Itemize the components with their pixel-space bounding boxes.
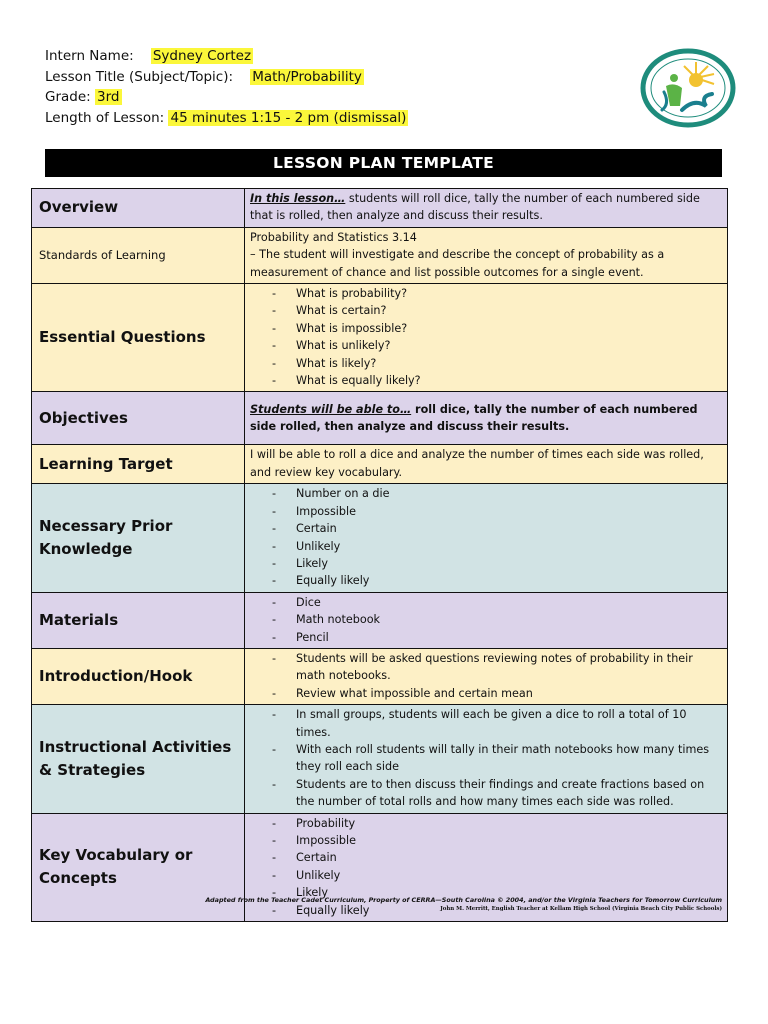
intern-name-row <box>45 46 408 67</box>
list-item: - What is equally likely? <box>250 372 722 389</box>
list-item: - Review what impossible and certain mean <box>250 685 722 702</box>
essential-questions-content <box>245 284 728 392</box>
prior-knowledge-label: Necessary Prior Knowledge <box>32 484 245 592</box>
essential-questions-row <box>32 284 728 392</box>
key-vocabulary-label: Key Vocabulary or Concepts <box>32 813 245 921</box>
lesson-plan-title-banner: LESSON PLAN TEMPLATE <box>45 149 722 177</box>
learning-target-row <box>32 445 728 484</box>
objectives-label: Objectives <box>32 392 245 445</box>
lesson-length-label: Length of Lesson: <box>45 109 165 126</box>
list-item: - Math notebook <box>250 611 722 628</box>
overview-row <box>32 189 728 228</box>
objectives-text: roll dice, tally the number of each numbered side rolled, then analyze and discuss their results. <box>250 402 698 433</box>
objectives-row <box>32 392 728 445</box>
standards-row <box>32 227 728 283</box>
list-item: - What is certain? <box>250 302 722 319</box>
essential-questions-label: Essential Questions <box>32 284 245 392</box>
materials-list <box>250 594 722 646</box>
list-item: - Unlikely <box>250 867 722 884</box>
instructional-activities-content <box>245 705 728 813</box>
list-item: - What is unlikely? <box>250 337 722 354</box>
lesson-plan-table <box>31 188 728 922</box>
overview-content <box>245 189 728 228</box>
list-item: - Equally likely <box>250 572 722 589</box>
lesson-length-value: 45 minutes 1:15 - 2 pm (dismissal) <box>170 109 407 126</box>
standards-line-2: – The student will investigate and describe the concept of probability as a measurement of chance and list possible outcomes for a single event. <box>250 248 665 279</box>
list-item: - Certain <box>250 849 722 866</box>
introduction-hook-content <box>245 648 728 704</box>
list-item: - Likely <box>250 555 722 572</box>
overview-text: students will roll dice, tally the number of each numbered side that is rolled, then analyze and discuss their results. <box>250 192 700 223</box>
objectives-lead: Students will be able to… <box>250 402 412 416</box>
footer-author: John M. Merritt, English Teacher at Kellam High School (Virginia Beach City Public Schools) <box>440 906 722 912</box>
prior-knowledge-list <box>250 485 722 589</box>
list-item: - Probability <box>250 815 722 832</box>
footer-attribution: Adapted from the Teacher Cadet Curriculum, Property of CERRA—South Carolina © 2004, and/or the Virginia Teachers for Tomorrow Curriculum <box>205 896 722 904</box>
list-item: - Certain <box>250 520 722 537</box>
standards-label: Standards of Learning <box>32 227 245 283</box>
grade-row <box>45 87 408 108</box>
list-item: - Impossible <box>250 503 722 520</box>
list-item: - What is likely? <box>250 355 722 372</box>
lesson-title-value: Math/Probability <box>252 68 362 85</box>
list-item: - Students will be asked questions reviewing notes of probability in their math notebooks. <box>250 650 722 685</box>
materials-row <box>32 592 728 648</box>
list-item: - Pencil <box>250 629 722 646</box>
prior-knowledge-row <box>32 484 728 592</box>
instructional-activities-row <box>32 705 728 813</box>
materials-content <box>245 592 728 648</box>
lesson-title-row <box>45 67 408 88</box>
list-item: - Likely <box>250 884 722 901</box>
grade-label: Grade: <box>45 89 91 105</box>
list-item: - Impossible <box>250 832 722 849</box>
learning-target-label: Learning Target <box>32 445 245 484</box>
objectives-content <box>245 392 728 445</box>
prior-knowledge-content <box>245 484 728 592</box>
list-item: - Dice <box>250 594 722 611</box>
materials-label: Materials <box>32 592 245 648</box>
intern-name-value: Sydney Cortez <box>152 48 252 64</box>
list-item: - What is probability? <box>250 285 722 302</box>
standards-line-1: Probability and Statistics 3.14 <box>250 230 417 244</box>
list-item: - Number on a die <box>250 485 722 502</box>
intern-info <box>45 46 408 128</box>
list-item: - Students are to then discuss their findings and create fractions based on the number of total rolls and how many times each side was rolled. <box>250 776 722 811</box>
lesson-title-label: Lesson Title (Subject/Topic): <box>45 68 234 85</box>
introduction-hook-list <box>250 650 722 702</box>
instructional-activities-label: Instructional Activities & Strategies <box>32 705 245 813</box>
essential-questions-list <box>250 285 722 389</box>
list-item: - Equally likely <box>250 902 722 919</box>
standards-content <box>245 227 728 283</box>
list-item: - With each roll students will tally in their math notebooks how many times they roll each side <box>250 741 722 776</box>
intern-name-label: Intern Name: <box>45 48 134 64</box>
list-item: - What is impossible? <box>250 320 722 337</box>
overview-lead: In this lesson… <box>250 192 346 205</box>
lesson-length-row <box>45 108 408 129</box>
grade-value: 3rd <box>97 89 120 105</box>
introduction-hook-label: Introduction/Hook <box>32 648 245 704</box>
teachers-for-tomorrow-logo <box>640 48 736 128</box>
overview-label: Overview <box>32 189 245 228</box>
introduction-hook-row <box>32 648 728 704</box>
learning-target-content: I will be able to roll a dice and analyze the number of times each side was rolled, and review key vocabulary. <box>245 445 728 484</box>
list-item: - In small groups, students will each be given a dice to roll a total of 10 times. <box>250 706 722 741</box>
instructional-activities-list <box>250 706 722 810</box>
list-item: - Unlikely <box>250 538 722 555</box>
